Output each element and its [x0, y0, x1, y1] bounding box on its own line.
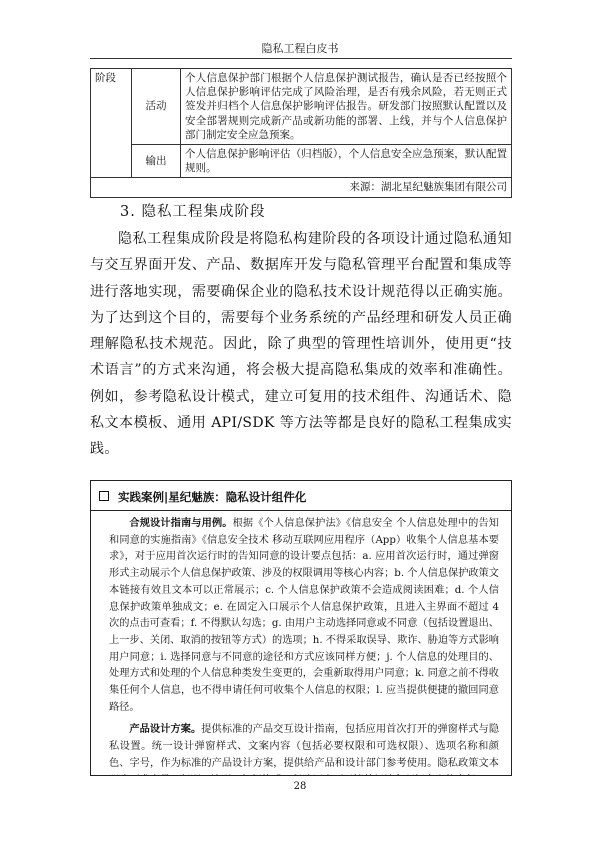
table-row: [91, 69, 512, 145]
body-text: [90, 226, 512, 463]
case-paragraph-lead: 合规设计指南与用例。: [129, 518, 233, 529]
case-paragraph-text: 根据《个人信息保护法》《信息安全 个人信息处理中的告知和同意的实施指南》《信息安全技术 移动互联网应用程序（App）收集个人信息基本要求》，对于应用首次运行时的告知同意的设计要点包括：a. 应用首次运行时，通过弹窗形式主动展示个人信息保护政策、涉及的权限调用等核心内容；b. 个人信息保护政策文本链接有效且文本可以正常展示；c. 个人信息保护政策不会造成阅读困难；d. 个人信息保护政策单独成文；e. 在固定入口展示个人信息保护政策，且进入主界面不超过 4 次的点击可查看；f. 不得默认勾选；g. 由用户主动选择同意或不同意（包括设置退出、上一步、关闭、取消的按钮等方式）的选项；h. 不得采取误导、欺诈、胁迫等方式影响用户同意；i. 选择同意与不同意的途径和方式应该同样方便；j. 个人信息的处理目的、处理方式和处理的个人信息种类发生变更的，会重新取得用户同意；k. 同意之前不得收集任何个人信息，也不得申请任何可收集个人信息的权限；l. 应当提供便捷的撤回同意路径。: [109, 518, 499, 713]
checkbox-square-icon: [99, 491, 109, 501]
case-title-text: 实践案例|星纪魅族：隐私设计组件化: [118, 490, 307, 504]
page-number: 28: [293, 781, 307, 792]
case-title-rule: [91, 510, 511, 511]
table-row: [91, 145, 512, 178]
source-note: 来源：湖北星纪魅族集团有限公司: [91, 178, 512, 197]
body-paragraph: 隐私工程集成阶段是将隐私构建阶段的各项设计通过隐私通知与交互界面开发、产品、数据库开发与隐私管理平台配置和集成等进行落地实现，需要确保企业的隐私技术设计规范得以正确实施。为了达到这个目的，需要每个业务系统的产品经理和研发人员正确理解隐私技术规范。因此，除了典型的管理性培训外，使用更“技术语言”的方式来沟通，将会极大提高隐私集成的效率和准确性。例如，参考隐私设计模式，建立可复用的技术组件、沟通话术、隐私文本模板、通用 API/SDK 等方法等都是良好的隐私工程集成实践。: [90, 231, 512, 458]
case-paragraph: [109, 516, 499, 716]
header-rule: [90, 58, 512, 59]
output-label-cell: 输出: [132, 145, 181, 178]
case-paragraph: [109, 722, 499, 776]
process-table: [90, 68, 512, 198]
case-paragraph-lead: 产品设计方案。: [129, 724, 202, 736]
case-content: [109, 516, 499, 776]
output-text-cell: 个人信息保护影响评估（归档版），个人信息安全应急预案，默认配置规则。: [181, 145, 512, 178]
header-title: 隐私工程白皮书: [261, 42, 339, 55]
activity-label-cell: 活动: [132, 69, 181, 145]
case-study-box: [90, 480, 512, 776]
case-paragraph-text: 提供标准的产品交互设计指南，包括应用首次打开的弹窗样式与隐私设置。统一设计弹窗样式、文案内容（包括必要权限和可选权限）、选项名称和颜色、字号，作为标准的产品设计方案，提供给产品和设计部门参考使用。隐私政策文本: [109, 724, 500, 769]
table-row: [91, 178, 512, 197]
activity-text-cell: 个人信息保护部门根据个人信息保护测试报告，确认是否已经按照个人信息保护影响评估完成了风险治理，是否有残余风险，若无则正式签发并归档个人信息保护影响评估报告。研发部门按照默认配置以及安全部署规则完成新产品或新功能的部署、上线，并与个人信息保护部门制定安全应急预案。: [181, 69, 512, 145]
stage-cell: 阶段: [91, 69, 132, 178]
case-title: [99, 489, 306, 505]
section-heading: 3. 隐私工程集成阶段: [120, 204, 266, 220]
